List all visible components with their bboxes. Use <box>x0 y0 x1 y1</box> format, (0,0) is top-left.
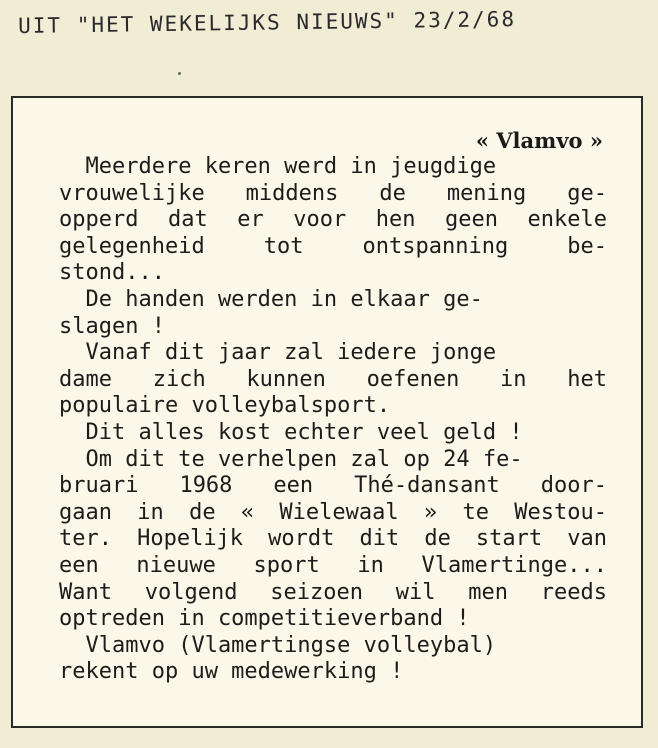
article-line: De handen werden in elkaar ge- <box>59 286 483 312</box>
article-line: dame zich kunnen oefenen in het <box>59 366 607 392</box>
article-line: een nieuwe sport in Vlamertinge... <box>59 552 607 578</box>
article-line: Want volgend seizoen wil men reeds <box>59 579 607 605</box>
article-line: gaan in de « Wielewaal » te Westou- <box>59 499 607 525</box>
article-line: Dit alles kost echter veel geld ! <box>59 419 523 445</box>
article-body <box>59 154 607 686</box>
article-line: Vanaf dit jaar zal iedere jonge <box>59 340 497 366</box>
article-line: vrouwelijke middens de mening ge- <box>59 180 607 206</box>
article-line: gelegenheid tot ontspanning be- <box>59 233 607 259</box>
article-line: slagen ! <box>59 313 165 339</box>
article-line: rekent op uw medewerking ! <box>59 659 404 685</box>
handwritten-source-caption: UIT "HET WEKELIJKS NIEUWS" 23/2/68 <box>18 7 517 38</box>
article-line: Om dit te verhelpen zal op 24 fe- <box>59 446 523 472</box>
ink-speck <box>178 72 181 75</box>
article-heading: « Vlamvo » <box>475 128 603 153</box>
article-line: optreden in competitieverband ! <box>59 606 470 632</box>
article-line: populaire volleybalsport. <box>59 393 391 419</box>
article-line: opperd dat er voor hen geen enkele <box>59 207 607 233</box>
newspaper-clipping <box>11 96 643 728</box>
article-line: bruari 1968 een Thé-dansant door- <box>59 473 607 499</box>
article-line: Vlamvo (Vlamertingse volleybal) <box>59 632 497 658</box>
article-line: Meerdere keren werd in jeugdige <box>59 154 497 179</box>
article-line: stond... <box>59 260 165 286</box>
article-line: ter. Hopelijk wordt dit de start van <box>59 526 607 552</box>
